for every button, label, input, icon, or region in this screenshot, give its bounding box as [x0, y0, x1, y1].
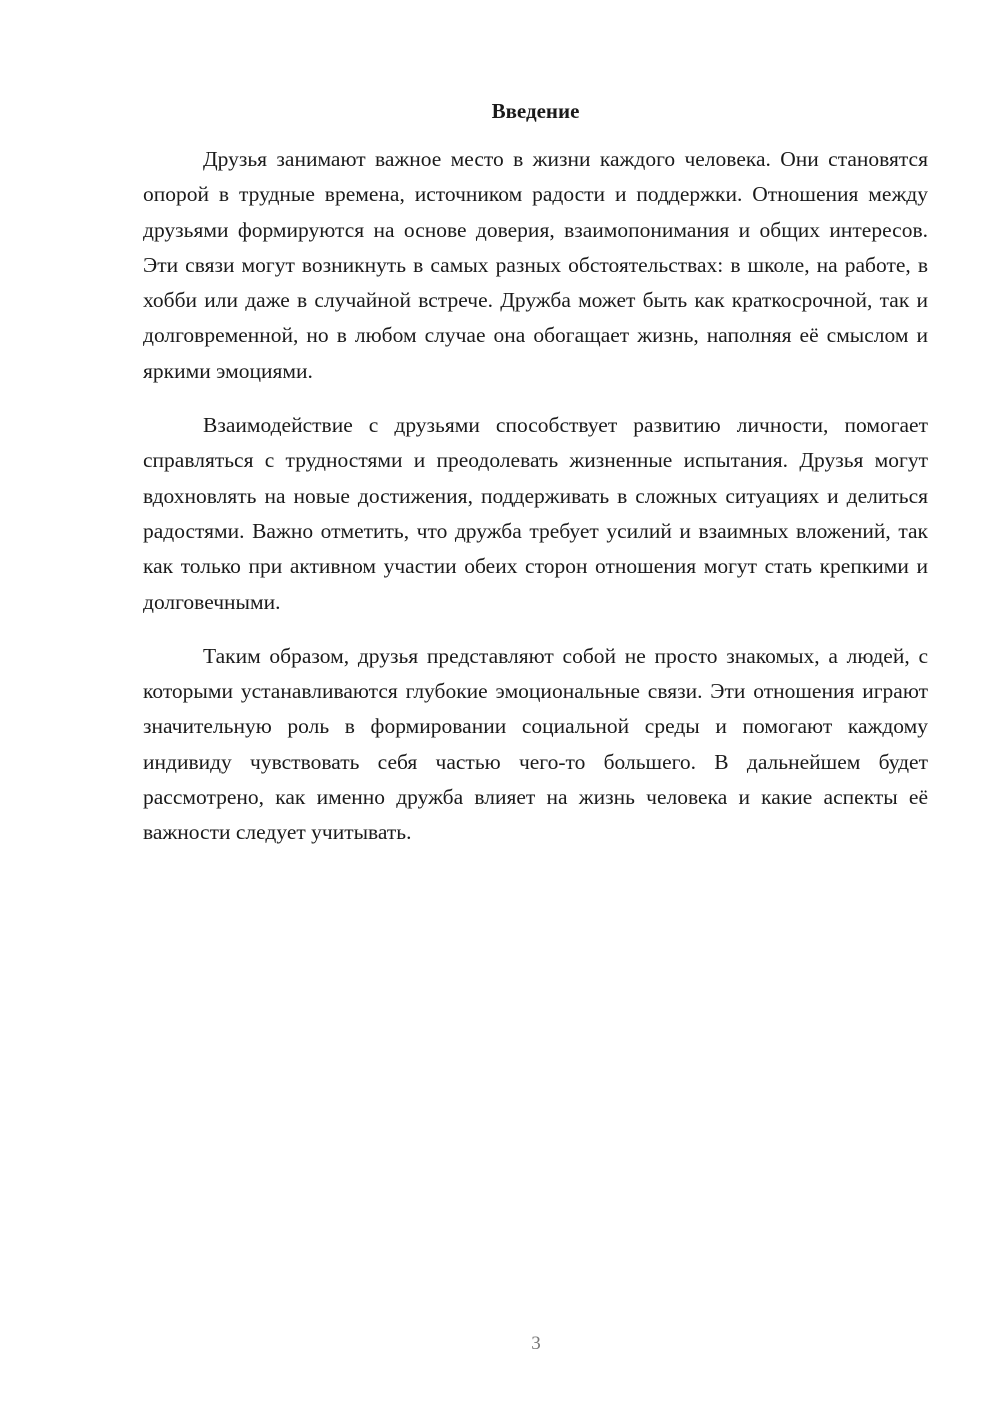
- paragraph-1: Друзья занимают важное место в жизни каждого человека. Они становятся опорой в трудные времена, источником радости и поддержки. Отношения между друзьями формируются на основе доверия, взаимопонимания и общих интересов. Эти связи могут возникнуть в самых разных обстоятельствах: в школе, на работе, в хобби или даже в случайной встрече. Дружба может быть как краткосрочной, так и долговременной, но в любом случае она обогащает жизнь, наполняя её смыслом и яркими эмоциями.: [143, 147, 928, 383]
- paragraph-2: Взаимодействие с друзьями способствует развитию личности, помогает справляться с трудностями и преодолевать жизненные испытания. Друзья могут вдохновлять на новые достижения, поддерживать в сложных ситуациях и делиться радостями. Важно отметить, что дружба требует усилий и взаимных вложений, так как только при активном участии обеих сторон отношения могут стать крепкими и долговечными.: [143, 413, 928, 614]
- section-heading: Введение: [491, 99, 580, 123]
- page-number: 3: [531, 1333, 541, 1354]
- body-text: [143, 142, 928, 870]
- paragraph-3: Таким образом, друзья представляют собой не просто знакомых, а людей, с которыми устанавливаются глубокие эмоциональные связи. Эти отношения играют значительную роль в формировании социальной среды и помогают каждому индивиду чувствовать себя частью чего-то большего. В дальнейшем будет рассмотрено, как именно дружба влияет на жизнь человека и какие аспекты её важности следует учитывать.: [143, 643, 928, 845]
